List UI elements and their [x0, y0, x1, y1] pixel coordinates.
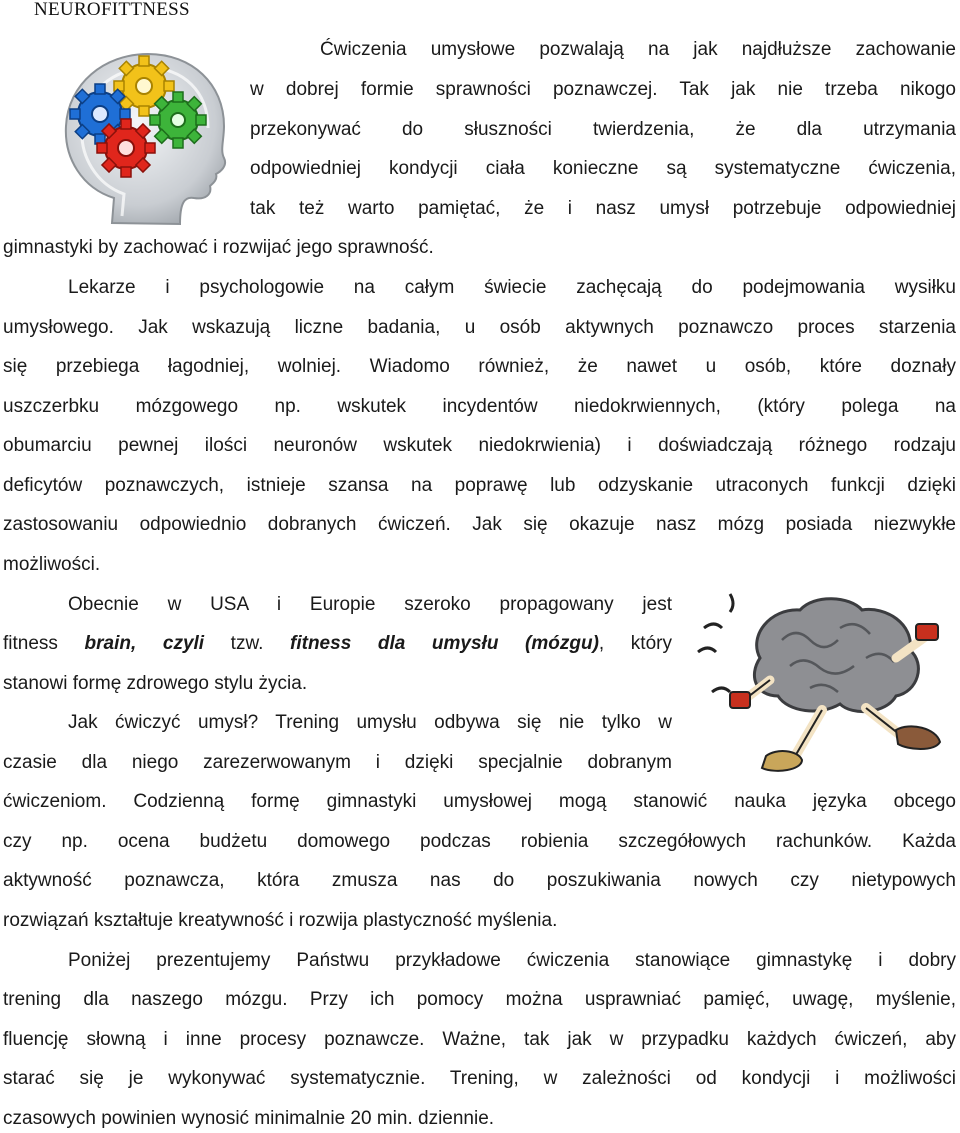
- text-fragment: , który: [598, 633, 672, 654]
- text-line: możliwości.: [3, 554, 101, 575]
- running-brain-icon: [690, 588, 956, 784]
- text-line: w dobrej formie sprawności poznawczej. Tak jak nie trzeba nikogo: [250, 79, 956, 100]
- text-line: trening dla naszego mózgu. Przy ich pomocy można usprawniać pamięć, uwagę, myślenie,: [3, 989, 956, 1010]
- text-line: Ćwiczenia umysłowe pozwalają na jak najdłuższe zachowanie: [320, 39, 956, 60]
- text-line: ćwiczeniom. Codzienną formę gimnastyki umysłowej mogą stanowić nauka języka obcego: [3, 791, 956, 812]
- text-line: obumarciu pewnej ilości neuronów wskutek niedokrwienia) i doświadczają różnego rodzaju: [3, 435, 956, 456]
- text-line: Poniżej prezentujemy Państwu przykładowe ćwiczenia stanowiące gimnastykę i dobry: [68, 950, 956, 971]
- text-line: Lekarze i psychologowie na całym świecie zachęcają do podejmowania wysiłku: [68, 277, 956, 298]
- text-line: się przebiega łagodniej, wolniej. Wiadomo również, że nawet u osób, które doznały: [3, 356, 956, 377]
- text-line-mixed: [3, 632, 672, 656]
- text-line: stanowi formę zdrowego stylu życia.: [3, 673, 308, 694]
- text-line: Obecnie w USA i Europie szeroko propagowany jest: [68, 594, 672, 615]
- text-line: rozwiązań kształtuje kreatywność i rozwija plastyczność myślenia.: [3, 910, 558, 931]
- text-line: tak też warto pamiętać, że i nasz umysł potrzebuje odpowiedniej: [250, 198, 956, 219]
- text-line: aktywność poznawcza, która zmusza nas do poszukiwania nowych czy nietypowych: [3, 870, 956, 891]
- text-line: fluencję słowną i inne procesy poznawcze. Ważne, tak jak w przypadku każdych ćwiczeń, aby: [3, 1029, 956, 1050]
- text-line: Jak ćwiczyć umysł? Trening umysłu odbywa się nie tylko w: [68, 712, 672, 733]
- text-line: gimnastyki by zachować i rozwijać jego sprawność.: [3, 237, 434, 258]
- text-line: przekonywać do słuszności twierdzenia, że dla utrzymania: [250, 119, 956, 140]
- text-line: czasowych powinien wynosić minimalnie 20 min. dziennie.: [3, 1108, 495, 1129]
- emphasis-text: fitness dla umysłu (mózgu): [290, 633, 599, 654]
- text-line: odpowiedniej kondycji ciała konieczne są systematyczne ćwiczenia,: [250, 158, 956, 179]
- text-fragment: fitness: [3, 633, 85, 654]
- text-line: deficytów poznawczych, istnieje szansa na poprawę lub odzyskanie utraconych funkcji dzięki: [3, 475, 956, 496]
- text-fragment: tzw.: [204, 633, 291, 654]
- text-line: umysłowego. Jak wskazują liczne badania, u osób aktywnych poznawczo proces starzenia: [3, 317, 956, 338]
- text-line: starać się je wykonywać systematycznie. Trening, w zależności od kondycji i możliwości: [3, 1068, 956, 1089]
- text-line: zastosowaniu odpowiednio dobranych ćwiczeń. Jak się okazuje nasz mózg posiada niezwykłe: [3, 514, 956, 535]
- text-line: czy np. ocena budżetu domowego podczas robienia szczegółowych rachunków. Każda: [3, 831, 956, 852]
- text-line: uszczerbku mózgowego np. wskutek incydentów niedokrwiennych, (który polega na: [3, 396, 956, 417]
- text-line: czasie dla niego zarezerwowanym i dzięki specjalnie dobranym: [3, 752, 672, 773]
- page-header: NEUROFITTNESS: [34, 0, 190, 20]
- emphasis-text: brain, czyli: [84, 633, 205, 654]
- gears-head-icon: [52, 48, 242, 228]
